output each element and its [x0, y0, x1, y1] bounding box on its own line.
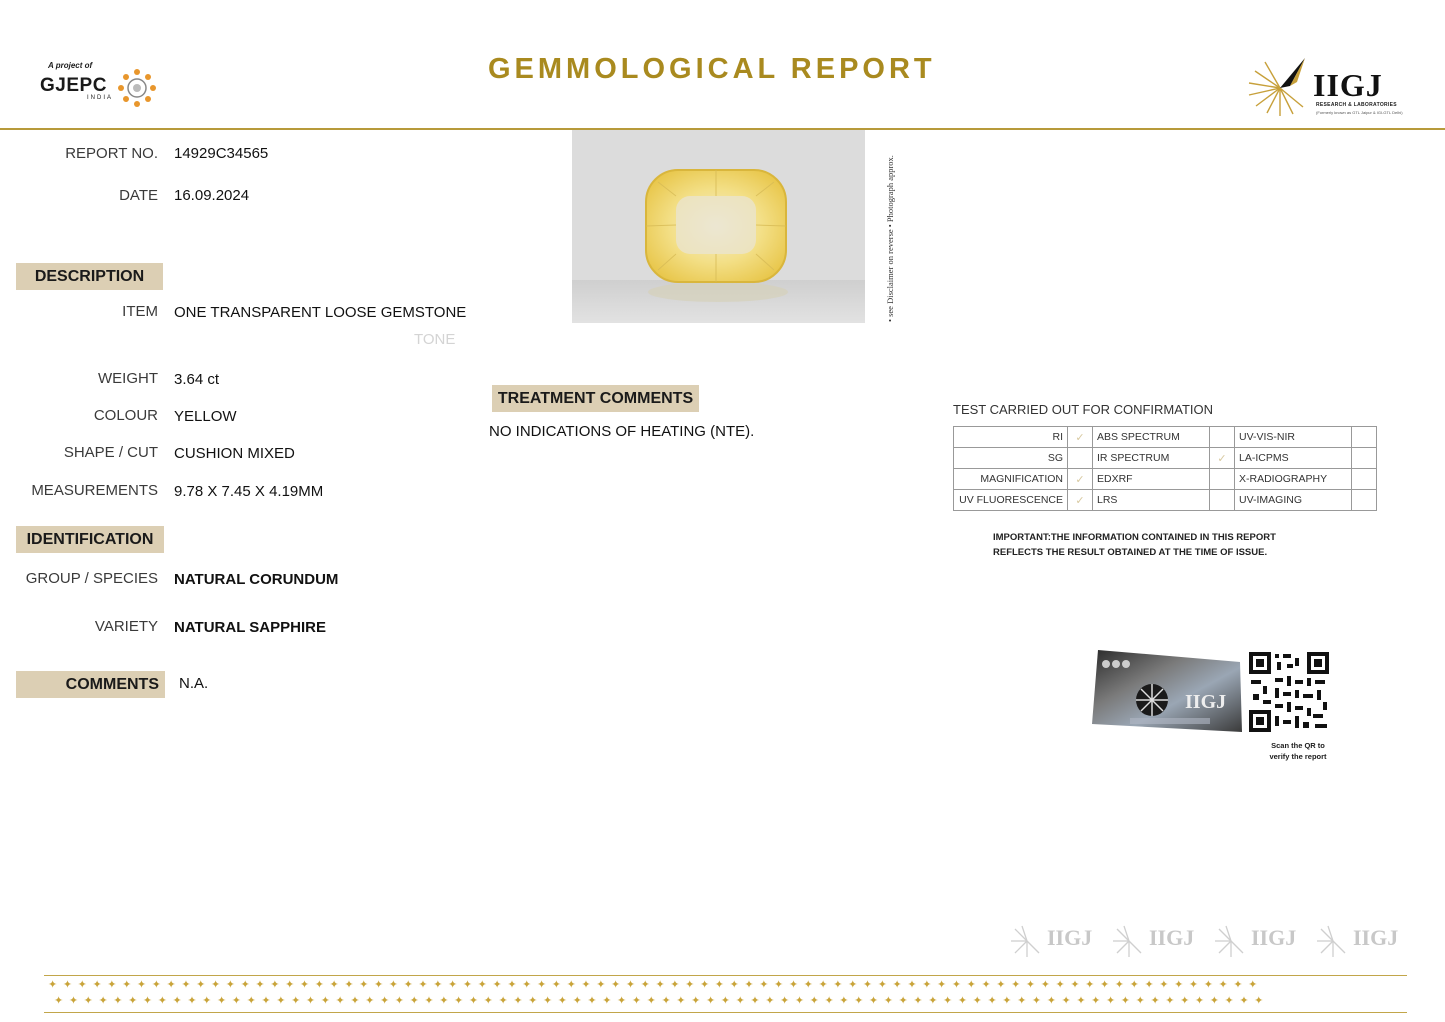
- treatment-comments-text: NO INDICATIONS OF HEATING (NTE).: [489, 423, 755, 440]
- colour-label: COLOUR: [93, 407, 158, 424]
- table-row: [954, 448, 1377, 469]
- iigj-subtitle-note: (Formerly known as GTL Jaipur & IGI-GTL Delhi): [1316, 110, 1403, 115]
- important-text: THE INFORMATION CONTAINED IN THIS REPORT REFLECTS THE RESULT OBTAINED AT THE TIME OF ISSUE.: [993, 532, 1276, 558]
- group-species-label: GROUP / SPECIES: [25, 570, 158, 587]
- tests-table: [953, 426, 1377, 511]
- item-label: ITEM: [122, 303, 158, 320]
- empty-check: [1068, 448, 1093, 469]
- colour-value: YELLOW: [174, 408, 237, 425]
- test-ri: RI: [954, 427, 1068, 448]
- qr-caption-line1: Scan the QR to: [1271, 741, 1325, 750]
- test-uv-imaging: UV-IMAGING: [1235, 490, 1352, 511]
- empty-check: [1352, 490, 1377, 511]
- weight-value: 3.64 ct: [174, 371, 220, 388]
- qr-caption-line2: verify the report: [1269, 752, 1327, 761]
- table-row: [954, 427, 1377, 448]
- test-abs-spectrum: ABS SPECTRUM: [1093, 427, 1210, 448]
- page-title: GEMMOLOGICAL REPORT: [488, 53, 936, 85]
- photo-disclaimer: • see Disclaimer on reverse • Photograph approx.: [885, 155, 895, 322]
- test-uv-fluorescence: UV FLUORESCENCE: [954, 490, 1068, 511]
- measurements-value: 9.78 X 7.45 X 4.19MM: [174, 483, 324, 500]
- important-label: IMPORTANT:: [993, 532, 1051, 543]
- check-icon: ✓: [1068, 427, 1093, 448]
- watermark-sun-icon: [1010, 924, 1044, 958]
- qr-caption: [1262, 740, 1334, 762]
- report-date: 16.09.2024: [174, 187, 250, 204]
- watermark-sun-icon: [1112, 924, 1146, 958]
- gjepc-india-text: INDIA: [87, 95, 114, 101]
- treatment-comments-heading: TREATMENT COMMENTS: [492, 385, 699, 412]
- empty-check: [1352, 469, 1377, 490]
- hologram-text: IIGJ: [1185, 691, 1227, 713]
- table-row: [954, 490, 1377, 511]
- gjepc-logo-text: GJEPC: [40, 75, 107, 96]
- watermark-sun-icon: [1214, 924, 1248, 958]
- check-icon: ✓: [1210, 448, 1235, 469]
- test-sg: SG: [954, 448, 1068, 469]
- description-heading: DESCRIPTION: [16, 263, 163, 290]
- variety-label: VARIETY: [94, 618, 158, 635]
- check-icon: ✓: [1068, 490, 1093, 511]
- identification-heading: IDENTIFICATION: [16, 526, 164, 553]
- item-value: ONE TRANSPARENT LOOSE GEMSTONE: [174, 304, 467, 321]
- decorative-star-row: ✦✦✦✦✦✦✦✦✦✦✦✦✦✦✦✦✦✦✦✦✦✦✦✦✦✦✦✦✦✦✦✦✦✦✦✦✦✦✦✦✦✦✦✦✦✦✦✦✦✦✦✦✦✦✦✦✦✦✦✦✦✦✦✦✦✦✦✦✦✦✦✦✦✦✦✦✦✦✦✦✦✦: [54, 995, 1269, 1007]
- group-species-value: NATURAL CORUNDUM: [174, 571, 339, 588]
- watermark-sun-icon: [1316, 924, 1350, 958]
- report-number: 14929C34565: [174, 145, 269, 162]
- report-number-label: REPORT NO.: [65, 145, 158, 162]
- gjepc-emblem-icon: [117, 68, 157, 108]
- watermark-text: IIGJ: [1047, 925, 1093, 950]
- empty-check: [1210, 427, 1235, 448]
- shape-cut-label: SHAPE / CUT: [63, 444, 158, 461]
- empty-check: [1210, 490, 1235, 511]
- bleed-through-text: TONE: [414, 331, 456, 348]
- test-x-radiography: X-RADIOGRAPHY: [1235, 469, 1352, 490]
- variety-value: NATURAL SAPPHIRE: [174, 619, 326, 636]
- test-ir-spectrum: IR SPECTRUM: [1093, 448, 1210, 469]
- test-lrs: LRS: [1093, 490, 1210, 511]
- check-icon: ✓: [1068, 469, 1093, 490]
- measurements-label: MEASUREMENTS: [31, 482, 158, 499]
- important-notice: [993, 530, 1328, 560]
- iigj-logo-text: IIGJ: [1313, 67, 1383, 103]
- gemstone-photo: [572, 130, 865, 323]
- comments-heading: COMMENTS: [16, 671, 165, 698]
- date-label: DATE: [119, 187, 158, 204]
- test-uv-vis-nir: UV-VIS-NIR: [1235, 427, 1352, 448]
- weight-label: WEIGHT: [98, 370, 158, 387]
- empty-check: [1352, 448, 1377, 469]
- decorative-star-row: ✦✦✦✦✦✦✦✦✦✦✦✦✦✦✦✦✦✦✦✦✦✦✦✦✦✦✦✦✦✦✦✦✦✦✦✦✦✦✦✦✦✦✦✦✦✦✦✦✦✦✦✦✦✦✦✦✦✦✦✦✦✦✦✦✦✦✦✦✦✦✦✦✦✦✦✦✦✦✦✦✦✦: [48, 979, 1263, 991]
- test-magnification: MAGNIFICATION: [954, 469, 1068, 490]
- comments-value: N.A.: [179, 675, 209, 692]
- tests-title: TEST CARRIED OUT FOR CONFIRMATION: [953, 402, 1214, 417]
- bottom-border-line: [44, 1012, 1407, 1013]
- qr-code[interactable]: [1249, 652, 1329, 732]
- empty-check: [1352, 427, 1377, 448]
- bottom-border-line: [44, 975, 1407, 976]
- shape-cut-value: CUSHION MIXED: [174, 445, 295, 462]
- gemstone-image: [572, 130, 865, 323]
- empty-check: [1210, 469, 1235, 490]
- project-of-label: A project of: [48, 61, 93, 70]
- table-row: [954, 469, 1377, 490]
- watermark-text: IIGJ: [1149, 925, 1195, 950]
- watermark-text: IIGJ: [1251, 925, 1297, 950]
- test-edxrf: EDXRF: [1093, 469, 1210, 490]
- iigj-sunburst-icon: [1245, 52, 1320, 118]
- hologram-seal: [1090, 648, 1245, 734]
- test-la-icpms: LA-ICPMS: [1235, 448, 1352, 469]
- watermark-text: IIGJ: [1353, 925, 1399, 950]
- iigj-subtitle: RESEARCH & LABORATORIES: [1316, 102, 1397, 108]
